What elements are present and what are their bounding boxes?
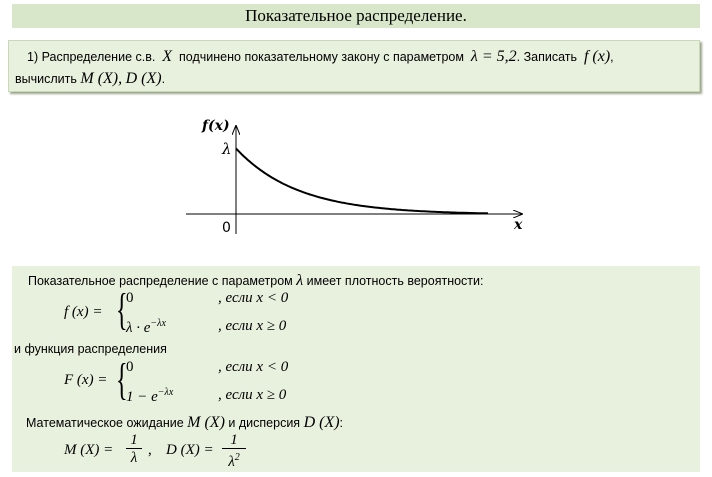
mean-denominator: λ — [130, 450, 138, 466]
pdf-case-2-exp: −λx — [150, 318, 166, 329]
task-dx: D (X) — [125, 70, 162, 87]
y-axis-label: f(x) — [202, 118, 230, 134]
pdf-case-2-base: λ · e — [126, 320, 151, 336]
theory-panel — [12, 266, 700, 472]
cdf-case-2 — [126, 387, 173, 406]
task-line2-prefix: вычислить — [15, 72, 77, 86]
cdf-intro: и функция распределения — [14, 342, 167, 356]
moments-mid: и дисперсия — [228, 416, 301, 430]
task-box — [8, 40, 700, 92]
density-graph — [180, 108, 540, 238]
cdf-case-1: 0 — [126, 359, 134, 375]
x-axis-label: x — [514, 217, 523, 233]
task-line-1 — [27, 46, 614, 68]
mean-fraction — [126, 432, 142, 467]
variance-lhs: D (X) = — [166, 442, 214, 458]
moments-intro — [26, 414, 343, 432]
task-end: . — [161, 72, 166, 86]
formula-separator: , — [148, 442, 152, 458]
moments-d: D (X) — [303, 414, 340, 431]
cdf-case-2-base: 1 − e — [126, 389, 158, 405]
density-curve — [236, 149, 488, 214]
variance-denominator-base: λ — [228, 454, 235, 470]
moments-pre: Математическое ожидание — [26, 416, 184, 430]
pdf-case-2 — [126, 318, 166, 337]
cdf-lhs: F (x) = — [64, 372, 108, 388]
variance-fraction — [222, 432, 246, 471]
moments-end: : — [339, 416, 344, 430]
cdf-case-1-cond: , если x < 0 — [218, 359, 289, 375]
pdf-case-1: 0 — [126, 290, 134, 306]
pdf-case-1-cond: , если x < 0 — [218, 290, 289, 306]
task-line-2 — [15, 68, 165, 90]
task-after-param: . Записать — [516, 50, 578, 64]
mean-numerator: 1 — [126, 432, 142, 449]
variance-numerator: 1 — [222, 432, 246, 449]
pdf-case-2-cond: , если x ≥ 0 — [218, 318, 287, 334]
task-fx: f (x) — [583, 48, 611, 65]
task-mx: M (X), — [80, 70, 123, 87]
task-prefix: 1) Распределение с.в. — [27, 50, 156, 64]
cdf-case-2-cond: , если x ≥ 0 — [218, 387, 287, 403]
cdf-brace: { — [116, 355, 128, 404]
moments-m: M (X) — [187, 414, 225, 431]
density-intro — [28, 272, 483, 290]
task-parameter: λ = 5,2 — [470, 48, 517, 65]
density-intro-pre: Показательное распределение с параметром — [28, 274, 293, 288]
origin-label: 0 — [222, 220, 231, 236]
mean-lhs: M (X) = — [64, 442, 114, 458]
variance-denominator-exp: 2 — [234, 452, 240, 463]
lambda-tick-label: λ — [222, 140, 232, 158]
density-intro-post: имеет плотность вероятности: — [306, 274, 484, 288]
density-intro-lambda: λ — [296, 272, 304, 289]
pdf-lhs: f (x) = — [64, 304, 103, 320]
variance-denominator — [222, 449, 246, 471]
task-mid: подчинено показательному закону с параметром — [179, 50, 464, 64]
pdf-brace: { — [116, 285, 128, 334]
task-comma: , — [610, 50, 614, 64]
task-variable: X — [162, 48, 173, 65]
cdf-case-2-exp: −λx — [157, 387, 174, 398]
page-title: Показательное распределение. — [12, 4, 700, 28]
